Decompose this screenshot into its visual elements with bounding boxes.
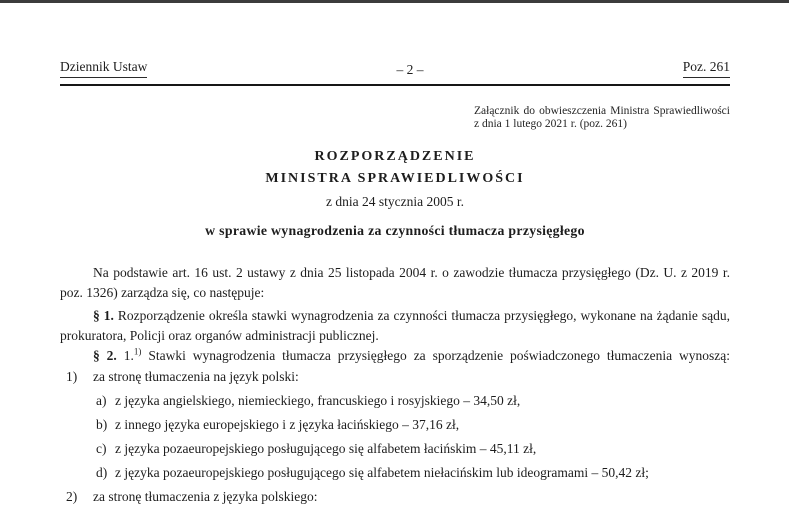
- list-subitem-d-text: z języka pozaeuropejskiego posługującego się alfabetem niełacińskim lub ideogramami – 50,42 zł;: [115, 465, 649, 480]
- attachment-note-line1: Załącznik do obwieszczenia Ministra Sprawiedliwości: [474, 105, 730, 117]
- attachment-note: [474, 105, 730, 131]
- position-number: Poz. 261: [683, 59, 730, 78]
- running-header: [60, 59, 730, 86]
- intro-paragraph: [60, 263, 730, 303]
- paragraph-1-label: § 1.: [93, 308, 114, 323]
- intro-line-2: poz. 1326) zarządza się, co następuje:: [60, 285, 265, 300]
- page-number: – 2 –: [396, 62, 424, 77]
- attachment-note-line2: z dnia 1 lutego 2021 r. (poz. 261): [474, 118, 627, 130]
- paragraph-1-line-2: prokuratora, Policji oraz organów administracji publicznej.: [60, 328, 379, 343]
- rates-list: [60, 369, 730, 504]
- paragraph-2: [60, 346, 730, 366]
- list-subitem-b-marker: b): [96, 417, 108, 432]
- paragraph-2-line-1: [60, 346, 730, 366]
- list-item-1: [60, 369, 730, 384]
- list-subitem-d: [60, 465, 730, 480]
- list-item-2-marker: 2): [66, 489, 78, 504]
- intro-line-1: Na podstawie art. 16 ust. 2 ustawy z dnia 25 listopada 2004 r. o zawodzie tłumacza przysięgłego (Dz. U. z 2019 r.: [93, 265, 730, 280]
- list-subitem-a-text: z języka angielskiego, niemieckiego, francuskiego i rosyjskiego – 34,50 zł,: [115, 393, 521, 408]
- list-item-1-text: za stronę tłumaczenia na język polski:: [93, 369, 299, 384]
- list-item-2-text: za stronę tłumaczenia z języka polskiego:: [93, 489, 318, 504]
- paragraph-2-label: § 2.: [93, 348, 117, 363]
- footnote-reference: 1): [133, 346, 142, 357]
- paragraph-1-text: Rozporządzenie określa stawki wynagrodzenia za czynności tłumacza przysięgłego, wykonane na żądanie sądu,: [117, 308, 731, 323]
- title-act-type: ROZPORZĄDZENIE: [314, 149, 476, 164]
- paragraph-1-line-1: [60, 306, 730, 326]
- paragraph-1: [60, 306, 730, 346]
- list-subitem-a-marker: a): [96, 393, 107, 408]
- list-item-2: [60, 489, 730, 504]
- list-subitem-d-marker: d): [96, 465, 108, 480]
- list-item-1-marker: 1): [66, 369, 78, 384]
- paragraph-2-number: 1.: [123, 348, 134, 363]
- journal-title: Dziennik Ustaw: [60, 59, 147, 78]
- list-subitem-b: [60, 417, 730, 432]
- page-content: [60, 59, 730, 504]
- list-subitem-c: [60, 441, 730, 456]
- document-title: [60, 149, 730, 239]
- title-date: z dnia 24 stycznia 2005 r.: [326, 194, 464, 209]
- list-subitem-a: [60, 393, 730, 408]
- paragraph-2-text: Stawki wynagrodzenia tłumacza przysięgłego za sporządzenie poświadczonego tłumaczenia wynoszą:: [148, 348, 731, 363]
- list-subitem-c-marker: c): [96, 441, 107, 456]
- top-border-line: [0, 0, 789, 3]
- list-subitem-b-text: z innego języka europejskiego i z języka łacińskiego – 37,16 zł,: [115, 417, 460, 432]
- title-authority: MINISTRA SPRAWIEDLIWOŚCI: [265, 171, 525, 186]
- title-subject: w sprawie wynagrodzenia za czynności tłumacza przysięgłego: [205, 223, 585, 238]
- list-subitem-c-text: z języka pozaeuropejskiego posługującego się alfabetem łacińskim – 45,11 zł,: [115, 441, 537, 456]
